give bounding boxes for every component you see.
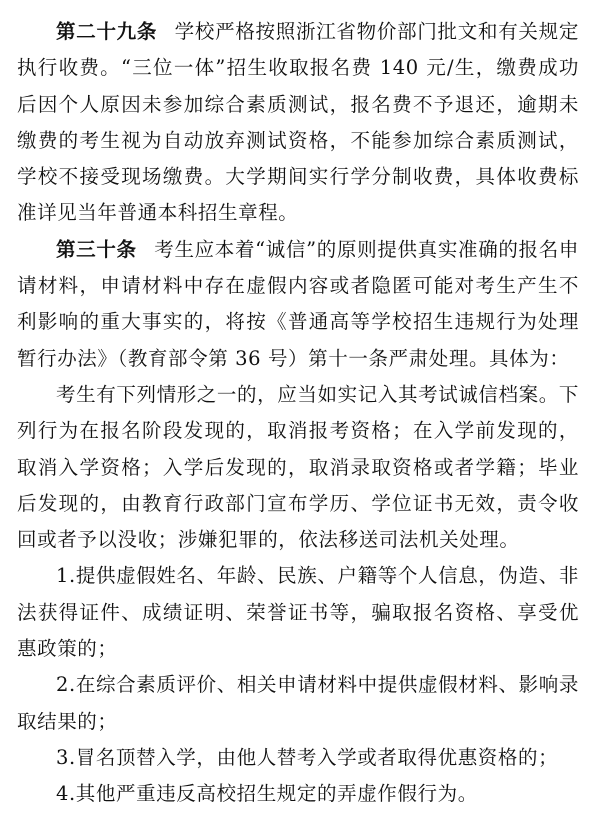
article-30-number: 第三十条 [56, 237, 137, 261]
article-29-number: 第二十九条 [56, 20, 158, 43]
list-item: 1.提供虚假姓名、年龄、民族、户籍等个人信息，伪造、非法获得证件、成绩证明、荣誉证书等，骗取报名资格、享受优惠政策的； [17, 564, 579, 661]
article-29-text: 学校严格按照浙江省物价部门批文和有关规定执行收费。“三位一体”招生收取报名费 140 元/生，缴费成功后因个人原因未参加综合素质测试，报名费不予退还，逾期未缴费的考生视为自动放弃测试资格，不能参加综合素质测试，学校不接受现场缴费。大学期间实行学分制收费，具体收费标准详见当年普通本科招生章程。 [17, 20, 579, 225]
article-30-text: 考生应本着“诚信”的原则提供真实准确的报名申请材料，申请材料中存在虚假内容或者隐匿可能对考生产生不利影响的重大事实的，将按《普通高等学校招生违规行为处理暂行办法》（教育部令第 36 号）第十一条严肃处理。具体为： [17, 237, 580, 370]
integrity-record-paragraph: 考生有下列情形之一的，应当如实记入其考试诚信档案。下列行为在报名阶段发现的，取消报考资格；在入学前发现的，取消入学资格；入学后发现的，取消录取资格或者学籍；毕业后发现的，由教育行政部门宣布学历、学位证书无效，责令收回或者予以没收；涉嫌犯罪的，依法移送司法机关处理。 [17, 382, 579, 552]
list-item: 2.在综合素质评价、相关申请材料中提供虚假材料、影响录取结果的； [17, 673, 579, 733]
list-item: 4.其他严重违反高校招生规定的弄虚作假行为。 [56, 782, 478, 806]
article-30-paragraph [17, 232, 579, 377]
list-item: 3.冒名顶替入学，由他人替考入学或者取得优惠资格的； [56, 745, 559, 769]
article-29-paragraph [17, 14, 579, 232]
